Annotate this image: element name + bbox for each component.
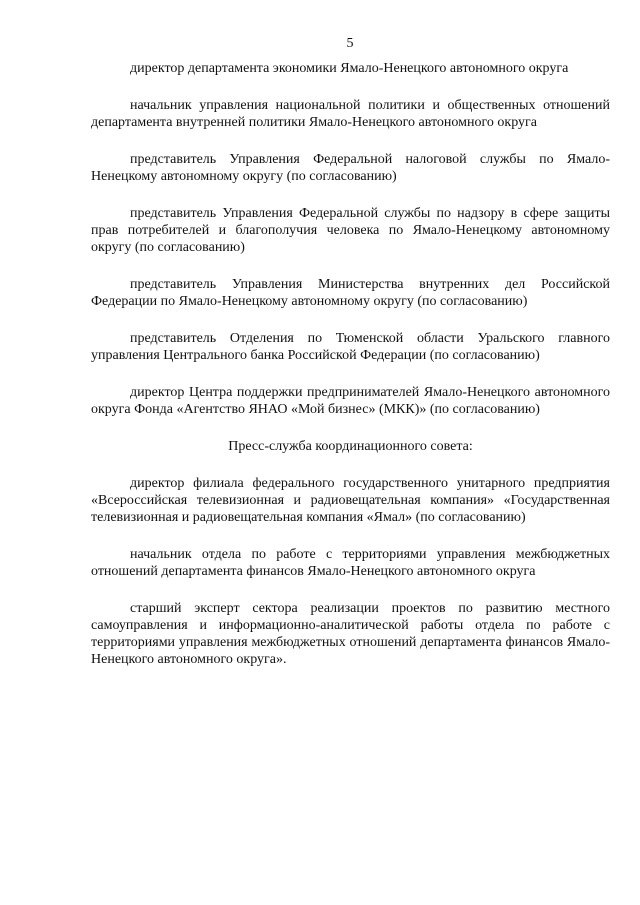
press-entry-territories-head: начальник отдела по работе с территориями управления межбюджетных отношений департамента финансов Ямало-Ненецкого автономного округа bbox=[91, 547, 610, 579]
member-entry-central-bank-rep: представитель Отделения по Тюменской области Уральского главного управления Центрального банка Российской Федерации (по согласованию) bbox=[91, 331, 610, 363]
member-entry-tax-service-rep: представитель Управления Федеральной налоговой службы по Ямало-Ненецкому автономному округу (по согласованию) bbox=[91, 152, 610, 184]
page-number: 5 bbox=[346, 36, 354, 51]
member-entry-consumer-rights-rep: представитель Управления Федеральной службы по надзору в сфере защиты прав потребителей и благополучия человека по Ямало-Ненецкому автономному округу (по согласованию) bbox=[91, 206, 610, 255]
document-body bbox=[91, 60, 610, 688]
press-entry-senior-expert: старший эксперт сектора реализации проектов по развитию местного самоуправления и информационно-аналитической работы отдела по работе с территориями управления межбюджетных отношений департамента финансов Ямало-Ненецкого автономного округа». bbox=[91, 601, 610, 667]
member-entry-economics-director: директор департамента экономики Ямало-Ненецкого автономного округа bbox=[130, 61, 569, 76]
member-entry-interior-ministry-rep: представитель Управления Министерства внутренних дел Российской Федерации по Ямало-Ненецкому автономному округу (по согласованию) bbox=[91, 277, 610, 309]
member-entry-national-policy-head: начальник управления национальной политики и общественных отношений департамента внутренней политики Ямало-Ненецкого автономного округа bbox=[91, 98, 610, 130]
press-entry-tv-director: директор филиала федерального государственного унитарного предприятия «Всероссийская телевизионная и радиовещательная компания» «Государственная телевизионная и радиовещательная компания «Ямал» (по согласованию) bbox=[91, 476, 610, 525]
member-entry-business-center-director: директор Центра поддержки предпринимателей Ямало-Ненецкого автономного округа Фонда «Агентство ЯНАО «Мой бизнес» (МКК)» (по согласованию) bbox=[91, 385, 610, 417]
press-service-heading: Пресс-служба координационного совета: bbox=[228, 439, 473, 454]
